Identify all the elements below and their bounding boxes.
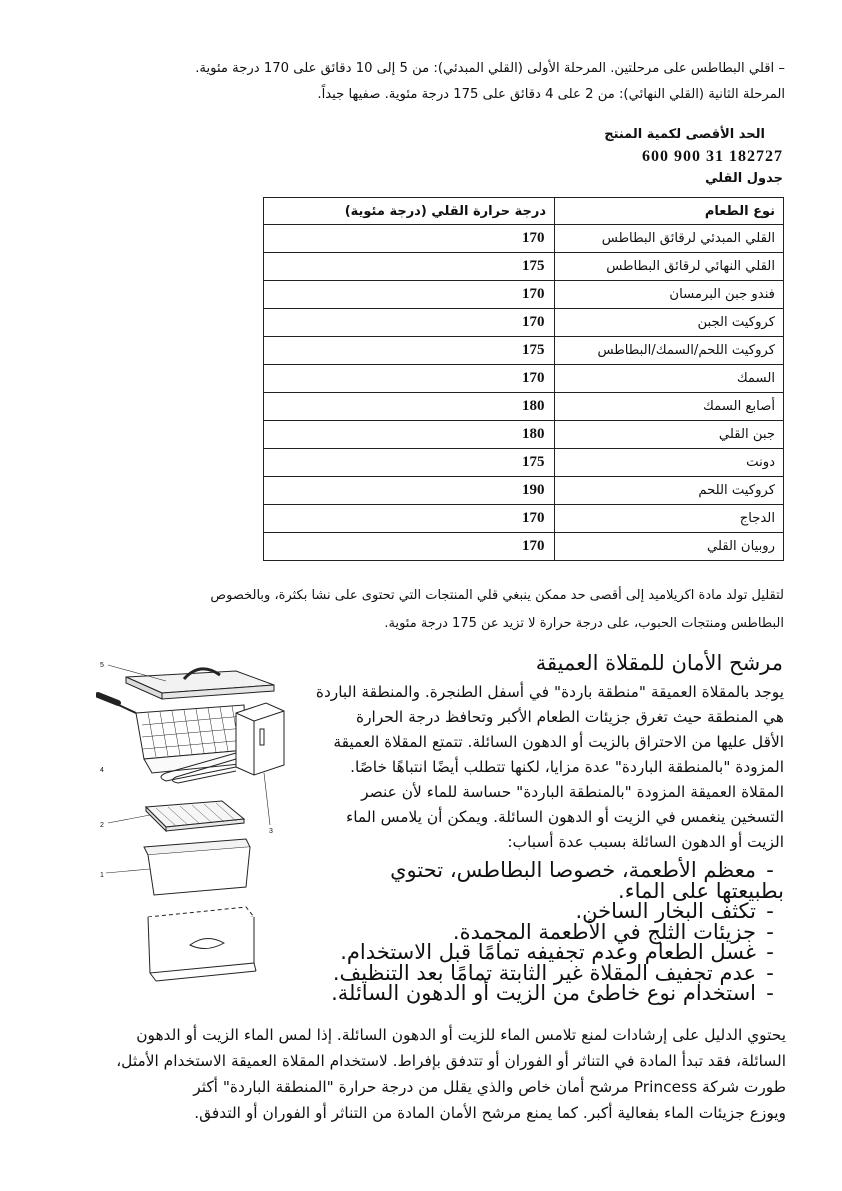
food-cell: فندو جبن البرمسان	[555, 281, 784, 309]
list-item	[330, 942, 784, 963]
food-cell: السمك	[555, 365, 784, 393]
list-item	[330, 860, 784, 901]
temp-cell: 170	[264, 281, 555, 309]
table-row	[264, 337, 784, 365]
table-row	[264, 393, 784, 421]
closing-line: السائلة، فقد تبدأ المادة في التناثر أو الفوران أو تتدفق بإفراط. لاستخدام المقلاة العميقة الاستخدام الأمثل،	[116, 1052, 786, 1070]
temp-cell: 170	[264, 309, 555, 337]
food-cell: كروكيت الجبن	[555, 309, 784, 337]
cause-text: غسل الطعام وعدم تجفيفه تمامًا قبل الاستخدام.	[340, 940, 756, 964]
intro-line-1: – اقلي البطاطس على مرحلتين. المرحلة الأولى (القلي المبدئي): من 5 إلى 10 دقائق على 170 درجة مئوية.	[195, 61, 785, 76]
table-row	[264, 533, 784, 561]
food-cell: أصابع السمك	[555, 393, 784, 421]
bullet-dash: -	[766, 899, 774, 923]
diagram-label-element: 3	[269, 828, 273, 835]
cause-text: معظم الأطعمة، خصوصا البطاطس، تحتوي بطبيعتها على الماء.	[390, 858, 784, 903]
food-cell: جبن القلي	[555, 421, 784, 449]
table-row	[264, 309, 784, 337]
deep-fryer-exploded-diagram	[96, 655, 296, 995]
temp-cell: 180	[264, 421, 555, 449]
food-cell: القلي النهائي لرقائق البطاطس	[555, 253, 784, 281]
max-quantity-block	[560, 124, 783, 190]
closing-line: يحتوي الدليل على إرشادات لمنع تلامس الماء للزيت أو الدهون السائلة. إذا لمس الماء الزيت أو الدهون	[136, 1026, 786, 1044]
acrylamide-note	[98, 582, 784, 638]
frying-table	[263, 197, 784, 561]
diagram-label-pan: 1	[100, 872, 104, 879]
table-row	[264, 477, 784, 505]
food-cell: الدجاج	[555, 505, 784, 533]
closing-line: ويوزع جزيئات الماء بفعالية أكبر. كما يمنع مرشح الأمان المادة من التناثر أو الفوران أو التدفق.	[194, 1104, 786, 1122]
table-header-row	[264, 198, 784, 225]
closing-paragraph	[100, 1022, 786, 1126]
frying-table-title: جدول القلي	[705, 171, 783, 186]
bullet-dash: -	[766, 940, 774, 964]
cause-text: تكثف البخار الساخن.	[575, 899, 756, 923]
intro-line-2: المرحلة الثانية (القلي النهائي): من 2 على 4 دقائق على 175 درجة مئوية. صفيها جيداً.	[317, 87, 785, 102]
section-body	[296, 680, 784, 855]
bullet-dash: -	[766, 960, 774, 985]
body-line: الأقل عليها من الاحتراق بالزيت أو الدهون السائلة. تتمتع المقلاة العميقة	[333, 733, 784, 751]
body-line: المزودة "بالمنطقة الباردة" عدة مزايا، لكنها تتطلب أيضًا انتباهًا خاصًا.	[350, 758, 784, 776]
cause-text: عدم تجفيف المقلاة غير الثابتة تمامًا بعد التنظيف.	[332, 960, 756, 985]
temp-cell: 175	[264, 337, 555, 365]
cause-text: استخدام نوع خاطئ من الزيت أو الدهون السائلة.	[331, 981, 756, 1005]
bullet-dash: -	[766, 919, 774, 944]
intro-paragraph	[90, 56, 785, 108]
temp-cell: 170	[264, 533, 555, 561]
bullet-dash: -	[766, 858, 774, 882]
diagram-label-basket: 4	[100, 767, 104, 774]
causes-list	[330, 860, 784, 1004]
food-cell: روبيان القلي	[555, 533, 784, 561]
body-line: التسخين ينغمس في الزيت أو الدهون السائلة. ويمكن أن يلامس الماء	[345, 808, 784, 826]
lid-illustration	[108, 665, 274, 699]
table-row	[264, 225, 784, 253]
table-row	[264, 421, 784, 449]
max-quantity-title: الحد الأقصى لكمية المنتج	[604, 127, 765, 142]
temp-cell: 170	[264, 365, 555, 393]
frying-table-body	[264, 225, 784, 561]
closing-line: طورت شركة Princess مرشح أمان خاص والذي يقلل من درجة حرارة "المنطقة الباردة" أكثر	[193, 1078, 786, 1096]
housing-illustration	[148, 907, 256, 981]
list-item	[330, 901, 784, 922]
temp-cell: 175	[264, 253, 555, 281]
header-frying-temp: درجة حرارة القلي (درجة مئوية)	[264, 198, 555, 225]
list-item	[330, 983, 784, 1004]
note-line-2: البطاطس ومنتجات الحبوب، على درجة حرارة لا تزيد عن 175 درجة مئوية.	[384, 616, 784, 631]
note-line-1: لتقليل تولد مادة اكريلاميد إلى أقصى حد ممكن ينبغي قلي المنتجات التي تحتوى على نشا بكثرة، وبالخصوص	[210, 588, 784, 603]
temp-cell: 175	[264, 449, 555, 477]
table-row	[264, 365, 784, 393]
table-row	[264, 281, 784, 309]
food-cell: كروكيت اللحم	[555, 477, 784, 505]
cause-text: جزيئات الثلج في الأطعمة المجمدة.	[452, 919, 756, 944]
section-title: مرشح الأمان للمقلاة العميقة	[535, 651, 783, 675]
food-cell: القلي المبدئي لرقائق البطاطس	[555, 225, 784, 253]
body-line: المقلاة العميقة المزودة "بالمنطقة الباردة" حساسة للماء لأن عنصر	[361, 783, 784, 801]
filter-illustration	[108, 801, 244, 831]
inner-pan-illustration	[106, 839, 250, 895]
food-cell: كروكيت اللحم/السمك/البطاطس	[555, 337, 784, 365]
diagram-label-filter: 2	[100, 822, 104, 829]
temp-cell: 170	[264, 505, 555, 533]
table-row	[264, 449, 784, 477]
temp-cell: 190	[264, 477, 555, 505]
table-row	[264, 505, 784, 533]
list-item	[330, 919, 784, 944]
product-number: 182727 31 900 600	[642, 148, 783, 165]
body-line: يوجد بالمقلاة العميقة "منطقة باردة" في أسفل الطنجرة. والمنطقة الباردة	[315, 683, 784, 701]
body-line: هي المنطقة حيث تغرق جزيئات الطعام الأكبر وتحافظ درجة الحرارة	[356, 708, 784, 726]
food-cell: دونت	[555, 449, 784, 477]
diagram-label-lid: 5	[100, 662, 104, 669]
table-row	[264, 253, 784, 281]
header-food-type: نوع الطعام	[555, 198, 784, 225]
body-line: الزيت أو الدهون السائلة بسبب عدة أسباب:	[507, 833, 784, 851]
temp-cell: 170	[264, 225, 555, 253]
bullet-dash: -	[766, 981, 774, 1005]
temp-cell: 180	[264, 393, 555, 421]
list-item	[330, 960, 784, 985]
